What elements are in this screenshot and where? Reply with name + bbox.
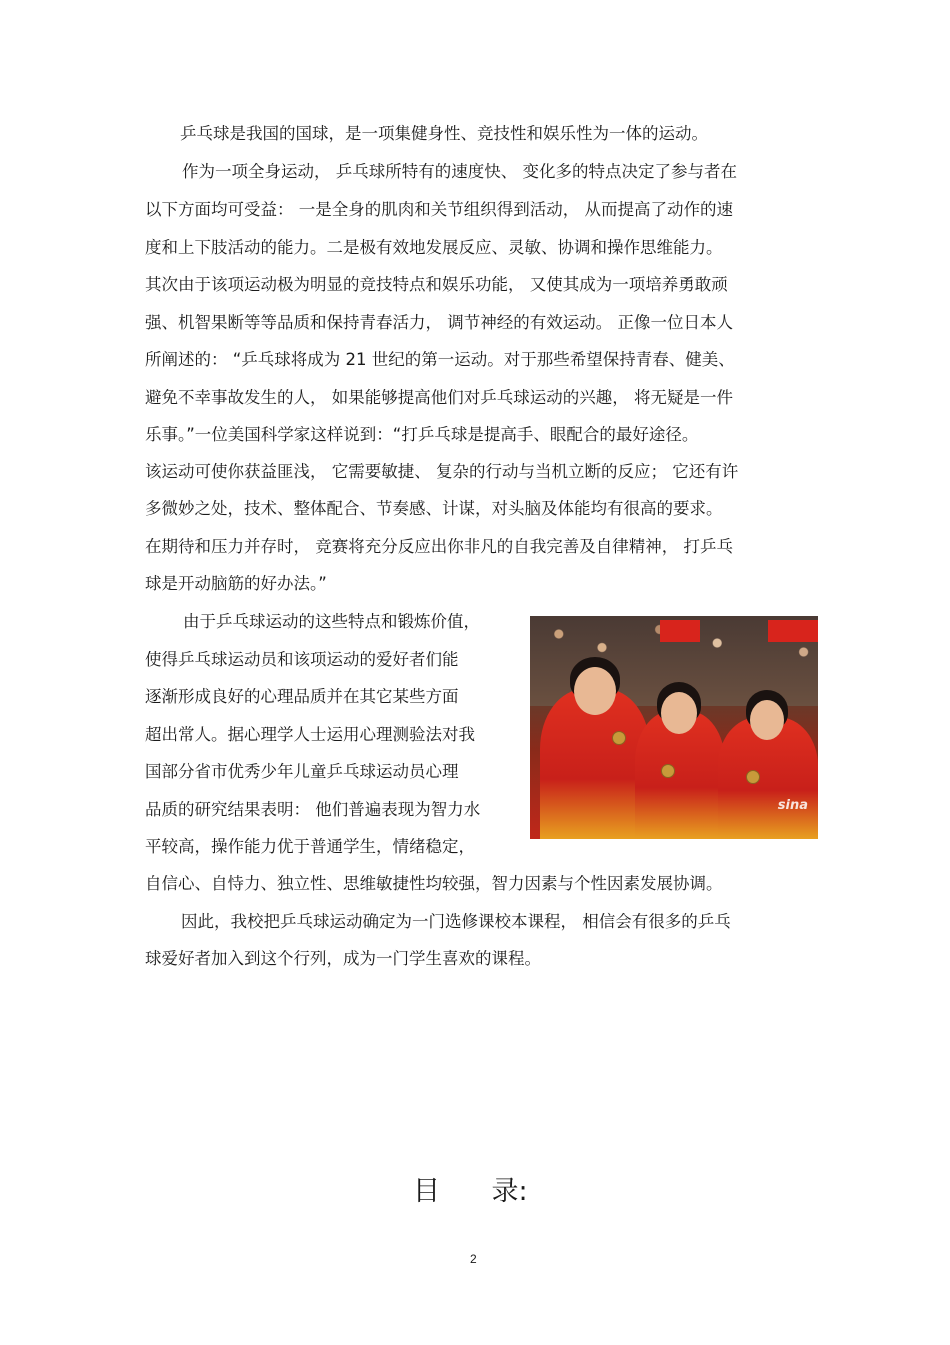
paragraph-line: 球爱好者加入到这个行列，成为一门学生喜欢的课程。 [145,949,541,968]
photo-person-middle [635,654,725,839]
paragraph-line: 强、机智果断等等品质和保持青春活力， 调节神经的有效运动。 正像一位日本人 [145,313,733,332]
paragraph-line: 在期待和压力并存时， 竞赛将充分反应出你非凡的自我完善及自律精神， 打乒乓 [145,537,733,556]
paragraph-line: 其次由于该项运动极为明显的竞技特点和娱乐功能， 又使其成为一项培养勇敢顽 [145,275,728,294]
paragraph-line: 自信心、自恃力、独立性、思维敏捷性均较强，智力因素与个性因素发展协调。 [145,874,723,893]
paragraph-line: 球是开动脑筋的好办法。” [145,574,327,593]
photo-person-left [540,639,650,839]
photo-flag [660,620,700,642]
paragraph-line: 作为一项全身运动， 乒乓球所特有的速度快、 变化多的特点决定了参与者在 [182,162,737,181]
paragraph-line: 超出常人。据心理学人士运用心理测验法对我 [145,725,475,744]
paragraph-line: 因此，我校把乒乓球运动确定为一门选修课校本课程， 相信会有很多的乒乓 [181,912,731,931]
paragraph-line: 由于乒乓球运动的这些特点和锻炼价值， [183,612,480,631]
paragraph-line: 该运动可使你获益匪浅， 它需要敏捷、 复杂的行动与当机立断的反应； 它还有许 [145,462,739,481]
paragraph-line: 以下方面均可受益： 一是全身的肌肉和关节组织得到活动， 从而提高了动作的速 [145,200,733,219]
paragraph-line: 多微妙之处，技术、整体配合、节奏感、计谋，对头脑及体能均有很高的要求。 [145,499,723,518]
paragraph-line: 国部分省市优秀少年儿童乒乓球运动员心理 [145,762,459,781]
paragraph-line: 品质的研究结果表明： 他们普遍表现为智力水 [145,800,481,819]
paragraph-line: 逐渐形成良好的心理品质并在其它某些方面 [145,687,459,706]
paragraph-line: 度和上下肢活动的能力。二是极有效地发展反应、灵敏、协调和操作思维能力。 [145,238,723,257]
page-number: 2 [470,1252,477,1266]
paragraph-line: 所阐述的： “乒乓球将成为 21 世纪的第一运动。对于那些希望保持青春、健美、 [145,350,735,369]
table-tennis-medalists-photo [530,616,818,839]
paragraph-line: 乐事。”一位美国科学家这样说到：“打乒乓球是提高手、眼配合的最好途径。 [145,425,699,444]
photo-flag [768,620,818,642]
paragraph-line: 平较高，操作能力优于普通学生，情绪稳定， [145,837,475,856]
paragraph-line: 避免不幸事故发生的人， 如果能够提高他们对乒乓球运动的兴趣， 将无疑是一件 [145,388,733,407]
toc-heading: 目 录: [413,1176,528,1207]
paragraph-line: 使得乒乓球运动员和该项运动的爱好者们能 [145,650,459,669]
photo-watermark: sina [777,798,808,813]
paragraph-line: 乒乓球是我国的国球，是一项集健身性、竞技性和娱乐性为一体的运动。 [180,124,708,143]
